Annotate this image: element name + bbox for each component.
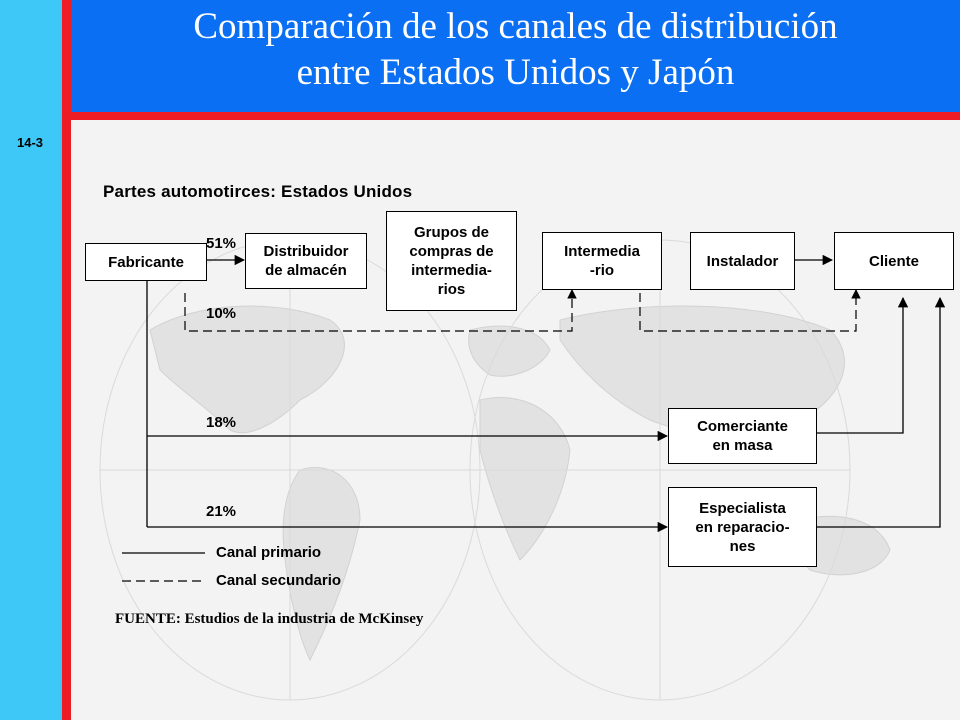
title-line-2: entre Estados Unidos y Japón: [296, 52, 735, 93]
percent-18: 18%: [206, 414, 237, 431]
box-fabricante: Fabricante: [85, 243, 207, 281]
box-grupos-de-compras: Grupos de compras de intermedia- rios: [386, 211, 517, 311]
diagram-subtitle: Partes automotirces: Estados Unidos: [103, 182, 413, 201]
dashed-intermediario-cliente: [640, 290, 856, 331]
arrow-comerciante-cliente: [817, 298, 903, 433]
box-comerciante-en-masa: Comerciante en masa: [668, 408, 817, 464]
box-especialista: Especialista en reparacio- nes: [668, 487, 817, 567]
box-intermediario: Intermedia -rio: [542, 232, 662, 290]
legend-canal-secundario: Canal secundario: [216, 572, 342, 589]
percent-10: 10%: [206, 305, 237, 322]
percent-21: 21%: [206, 503, 237, 520]
arrow-especialista-cliente: [817, 298, 940, 527]
title-line-1: Comparación de los canales de distribución: [193, 6, 838, 47]
box-cliente: Cliente: [834, 232, 954, 290]
percent-51: 51%: [206, 235, 237, 252]
box-distribuidor: Distribuidor de almacén: [245, 233, 367, 289]
slide-number: 14-3: [17, 135, 44, 150]
legend-canal-primario: Canal primario: [216, 544, 322, 561]
box-instalador: Instalador: [690, 232, 795, 290]
source-note: FUENTE: Estudios de la industria de McKinsey: [115, 611, 424, 627]
